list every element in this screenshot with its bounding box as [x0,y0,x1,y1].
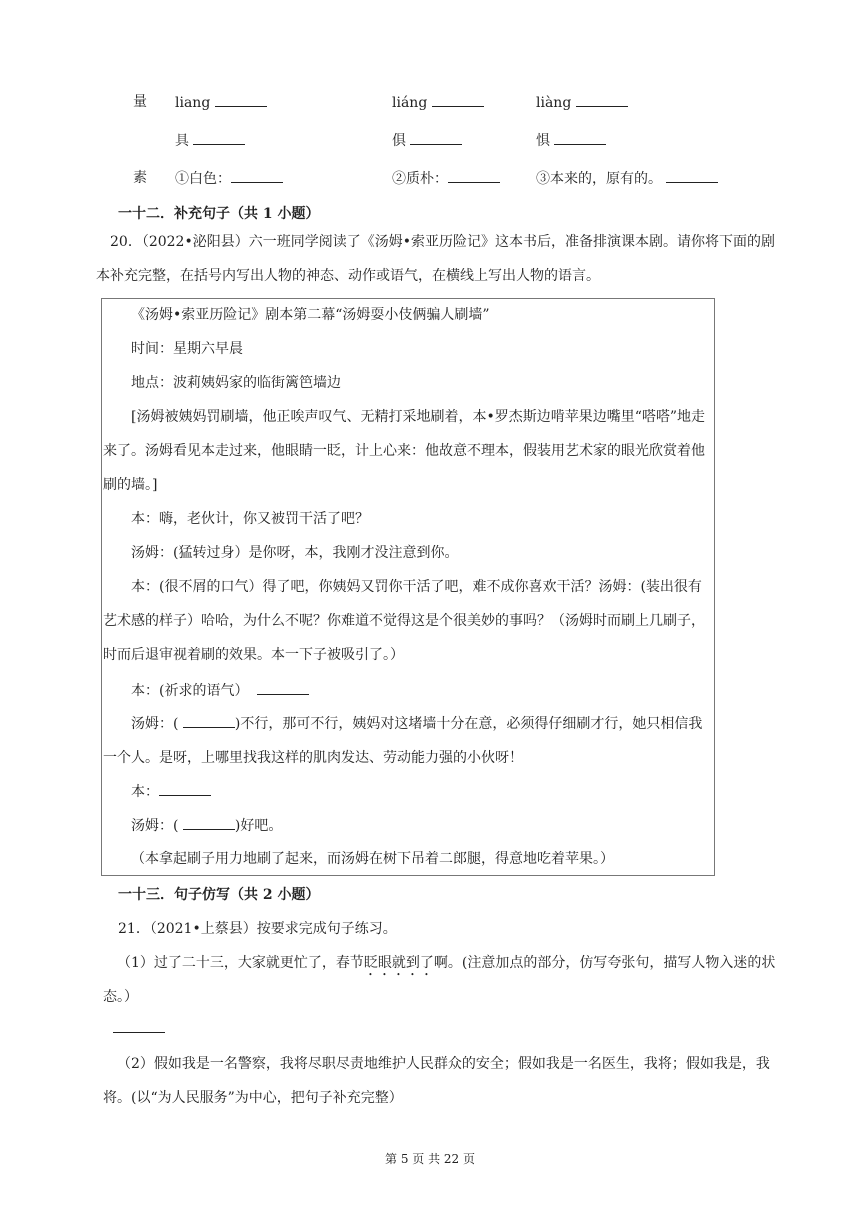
dotted-text: 眨眼就到了 [363,955,434,971]
line-text: （1）过了二十三，大家就更忙了，春节 [117,955,364,971]
vocab-char-su: 素 [133,170,147,186]
section-heading: 一十二．补充句子（共 1 小题） [118,206,320,222]
pinyin-text: liáng [392,95,428,111]
answer-blank[interactable] [554,130,606,145]
script-time: 时间：星期六早晨 [131,341,243,357]
stage-direction-end: （本拿起刷子用力地刷了起来，而汤姆在树下吊着二郎腿，得意地吃着苹果。） [131,851,614,867]
vocab-char-liang: 量 [133,94,147,110]
char-item [392,130,462,151]
pinyin-item [175,92,267,113]
script-title: 《汤姆•索亚历险记》剧本第二幕“汤姆耍小伎俩骗人刷墙” [131,307,490,323]
meaning-text: ③本来的，原有的。 [536,171,662,187]
answer-blank[interactable] [215,92,267,107]
line-text: 汤姆：( [131,716,179,732]
answer-blank[interactable] [257,680,309,695]
pinyin-text: liang [175,95,211,111]
stage-direction: [汤姆被姨妈罚刷墙，他正唉声叹气、无精打采地刷着，本•罗杰斯边啃苹果边嘴里“嗒嗒”地走来了。汤姆看见本走过来，他眼睛一眨，计上心来：他故意不理本，假装用艺术家的眼光欣赏着他刷的墙。] [103,409,706,493]
dialogue-line: 汤姆：(猛转过身）是你呀，本，我刚才没注意到你。 [131,545,459,561]
answer-blank[interactable] [448,168,500,183]
dialogue-line [131,680,309,701]
answer-blank[interactable] [231,168,283,183]
line-text: 本：(祈求的语气） [131,683,249,699]
answer-blank[interactable] [666,168,718,183]
pinyin-text: liàng [536,95,572,111]
answer-blank[interactable] [183,713,235,728]
answer-blank[interactable] [576,92,628,107]
dialogue-line: 本：(很不屑的口气）得了吧，你姨妈又罚你干活了吧，难不成你喜欢干活？汤姆：(装出很有艺术感的样子）哈哈，为什么不呢？你难道不觉得这是个很美妙的事吗？（汤姆时而刷上几刷子，时而后退审视着刷的效果。本一下子被吸引了。） [103,579,705,663]
dialogue-line: 本：嗨，老伙计，你又被罚干活了吧？ [131,511,369,527]
meaning-item [175,168,283,189]
answer-blank[interactable] [410,130,462,145]
meaning-item [392,168,500,189]
answer-line[interactable] [113,1018,165,1039]
meaning-item [536,168,718,189]
script-place: 地点：波莉姨妈家的临街篱笆墙边 [131,375,341,391]
sub-question-2: （2）假如我是一名警察，我将尽职尽责地维护人民群众的安全；假如我是一名医生，我将；假如我是，我将。(以“为人民服务”为中心，把句子补充完整） [103,1056,770,1106]
line-text: 啊。(注意加点的部分，仿写夸张句，描写人物入迷的状态。） [103,955,776,1005]
line-text: 本： [131,784,159,800]
question-20: 20．（2022•泌阳县）六一班同学阅读了《汤姆•索亚历险记》这本书后，准备排演课本剧。请你将下面的剧本补充完整，在括号内写出人物的神态、动作或语气，在横线上写出人物的语言。 [96,234,775,284]
dialogue-line [131,781,211,802]
dialogue-line [131,815,282,836]
char-text: 具 [175,133,189,149]
char-item [536,130,606,151]
dialogue-line [103,707,713,775]
char-text: 俱 [392,133,406,149]
question-21: 21．（2021•上蔡县）按要求完成句子练习。 [118,921,397,937]
answer-blank[interactable] [159,781,211,796]
meaning-text: ①白色： [175,171,231,187]
char-text: 惧 [536,133,550,149]
char-item [175,130,245,151]
line-text: )不行，那可不行，姨妈对这堵墙十分在意，必须得仔细刷才行，她只相信我一个人。是呀，上哪里找我这样的肌肉发达、劳动能力强的小伙呀！ [103,716,703,766]
line-text: )好吧。 [234,818,283,834]
answer-blank[interactable] [193,130,245,145]
section-heading: 一十三．句子仿写（共 2 小题） [118,887,320,903]
meaning-text: ②质朴： [392,171,448,187]
sub-question-1 [103,946,783,1014]
page-footer: 第 5 页 共 22 页 [385,1152,475,1166]
answer-blank[interactable] [113,1018,165,1033]
line-text: 汤姆：( [131,818,179,834]
answer-blank[interactable] [183,815,235,830]
pinyin-item [536,92,628,113]
answer-blank[interactable] [432,92,484,107]
pinyin-item [392,92,484,113]
